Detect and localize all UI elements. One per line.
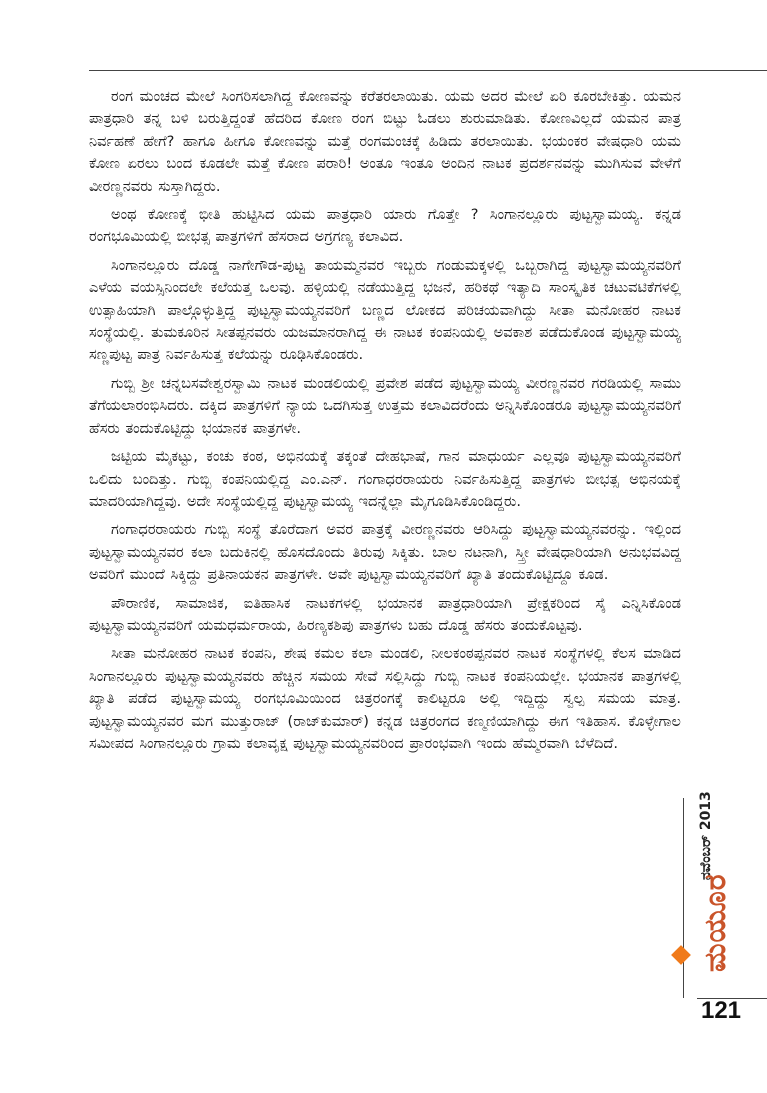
article-paragraph-7: ಪೌರಾಣಿಕ, ಸಾಮಾಜಿಕ, ಐತಿಹಾಸಿಕ ನಾಟಕಗಳಲ್ಲಿ ಭಯಾನಕ ಪಾತ್ರಧಾರಿಯಾಗಿ ಪ್ರೇಕ್ಷಕರಿಂದ ಸೈ ಎನ್ನಿಸಿಕೊಂಡ ಪುಟ್ಟಸ್ವಾಮಯ್ಯನವರಿಗೆ ಯಮಧರ್ಮರಾಯ, ಹಿರಣ್ಯಕಶಿಪು ಪಾತ್ರಗಳು ಬಹು ದೊಡ್ಡ ಹೆಸರು ತಂದುಕೊಟ್ಟವು. xyxy=(89,594,681,634)
article-paragraph-3: ಸಿಂಗಾನಲ್ಲೂರು ದೊಡ್ಡ ನಾಗೇಗೌಡ-ಪುಟ್ಟ ತಾಯಮ್ಮನವರ ಇಬ್ಬರು ಗಂಡುಮಕ್ಕಳಲ್ಲಿ ಒಬ್ಬರಾಗಿದ್ದ ಪುಟ್ಟಸ್ವಾಮಯ್ಯನವರಿಗೆ ಎಳೆಯ ವಯಸ್ಸಿನಿಂದಲೇ ಕಲೆಯತ್ತ ಒಲವು. ಹಳ್ಳಿಯಲ್ಲಿ ನಡೆಯುತ್ತಿದ್ದ ಭಜನೆ, ಹರಿಕಥೆ ಇತ್ಯಾದಿ ಸಾಂಸ್ಕೃತಿಕ ಚಟುವಟಿಕೆಗಳಲ್ಲಿ ಉತ್ಸಾಹಿಯಾಗಿ ಪಾಲ್ಗೊಳ್ಳುತ್ತಿದ್ದ ಪುಟ್ಟಸ್ವಾಮಯ್ಯನವರಿಗೆ ಬಣ್ಣದ ಲೋಕದ ಪರಿಚಯವಾಗಿದ್ದು ಸೀತಾ ಮನೋಹರ ನಾಟಕ ಸಂಸ್ಥೆಯಲ್ಲಿ. ತುಮಕೂರಿನ ಸೀತಪ್ಪನವರು ಯಜಮಾನರಾಗಿದ್ದ ಈ ನಾಟಕ ಕಂಪನಿಯಲ್ಲಿ ಅವಕಾಶ ಪಡೆದುಕೊಂಡ ಪುಟ್ಟಸ್ವಾಮಯ್ಯ ಸಣ್ಣಪುಟ್ಟ ಪಾತ್ರ ನಿರ್ವಹಿಸುತ್ತ ಕಲೆಯನ್ನು ರೂಢಿಸಿಕೊಂಡರು. xyxy=(89,256,681,364)
diamond-icon xyxy=(671,945,691,965)
article-body xyxy=(89,86,681,761)
page-number: 121 xyxy=(700,997,742,1024)
article-paragraph-5: ಜಟ್ಟಿಯ ಮೈಕಟ್ಟು, ಕಂಚು ಕಂಠ, ಅಭಿನಯಕ್ಕೆ ತಕ್ಕಂತೆ ದೇಹಭಾಷೆ, ಗಾನ ಮಾಧುರ್ಯ ಎಲ್ಲವೂ ಪುಟ್ಟಸ್ವಾಮಯ್ಯನವರಿಗೆ ಒಲಿದು ಬಂದಿತ್ತು. ಗುಬ್ಬಿ ಕಂಪನಿಯಲ್ಲಿದ್ದ ಎಂ.ಎನ್. ಗಂಗಾಧರರಾಯರು ನಿರ್ವಹಿಸುತ್ತಿದ್ದ ಪಾತ್ರಗಳು ಬೀಭತ್ಸ ಅಭಿನಯಕ್ಕೆ ಮಾದರಿಯಾಗಿದ್ದವು. ಅದೇ ಸಂಸ್ಥೆಯಲ್ಲಿದ್ದ ಪುಟ್ಟಸ್ವಾಮಯ್ಯ ಇದನ್ನೆಲ್ಲಾ ಮೈಗೂಡಿಸಿಕೊಂಡಿದ್ದರು. xyxy=(89,448,681,510)
masthead xyxy=(696,782,740,972)
article-paragraph-4: ಗುಬ್ಬಿ ಶ್ರೀ ಚನ್ನಬಸವೇಶ್ವರಸ್ವಾಮಿ ನಾಟಕ ಮಂಡಲಿಯಲ್ಲಿ ಪ್ರವೇಶ ಪಡೆದ ಪುಟ್ಟಸ್ವಾಮಯ್ಯ ವೀರಣ್ಣನವರ ಗರಡಿಯಲ್ಲಿ ಸಾಮು ತೆಗೆಯಲಾರಂಭಿಸಿದರು. ದಕ್ಕಿದ ಪಾತ್ರಗಳಿಗೆ ನ್ಯಾಯ ಒದಗಿಸುತ್ತ ಉತ್ತಮ ಕಲಾವಿದರೆಂದು ಅನ್ನಿಸಿಕೊಂಡರೂ ಪುಟ್ಟಸ್ವಾಮಯ್ಯನವರಿಗೆ ಹೆಸರು ತಂದುಕೊಟ್ಟಿದ್ದು ಭಯಾನಕ ಪಾತ್ರಗಳೇ. xyxy=(89,374,681,437)
article-paragraph-6: ಗಂಗಾಧರರಾಯರು ಗುಬ್ಬಿ ಸಂಸ್ಥೆ ತೊರೆದಾಗ ಅವರ ಪಾತ್ರಕ್ಕೆ ವೀರಣ್ಣನವರು ಆರಿಸಿದ್ದು ಪುಟ್ಟಸ್ವಾಮಯ್ಯನವರನ್ನು. ಇಲ್ಲಿಂದ ಪುಟ್ಟಸ್ವಾಮಯ್ಯನವರ ಕಲಾ ಬದುಕಿನಲ್ಲಿ ಹೊಸದೊಂದು ತಿರುವು ಸಿಕ್ಕಿತು. ಬಾಲ ನಟನಾಗಿ, ಸ್ತ್ರೀ ವೇಷಧಾರಿಯಾಗಿ ಅನುಭವವಿದ್ದ ಅವರಿಗೆ ಮುಂದೆ ಸಿಕ್ಕಿದ್ದು ಪ್ರತಿನಾಯಕನ ಪಾತ್ರಗಳೇ. ಅವೇ ಪುಟ್ಟಸ್ವಾಮಯ್ಯನವರಿಗೆ ಖ್ಯಾತಿ ತಂದುಕೊಟ್ಟಿದ್ದೂ ಕೂಡ. xyxy=(89,521,681,584)
article-paragraph-8: ಸೀತಾ ಮನೋಹರ ನಾಟಕ ಕಂಪನಿ, ಶೇಷ ಕಮಲ ಕಲಾ ಮಂಡಲಿ, ನೀಲಕಂಠಪ್ಪನವರ ನಾಟಕ ಸಂಸ್ಥೆಗಳಲ್ಲಿ ಕೆಲಸ ಮಾಡಿದ ಸಿಂಗಾನಲ್ಲೂರು ಪುಟ್ಟಸ್ವಾಮಯ್ಯನವರು ಹೆಚ್ಚಿನ ಸಮಯ ಸೇವೆ ಸಲ್ಲಿಸಿದ್ದು ಗುಬ್ಬಿ ನಾಟಕ ಕಂಪನಿಯಲ್ಲೇ. ಭಯಾನಕ ಪಾತ್ರಗಳಲ್ಲಿ ಖ್ಯಾತಿ ಪಡೆದ ಪುಟ್ಟಸ್ವಾಮಯ್ಯ ರಂಗಭೂಮಿಯಿಂದ ಚಿತ್ರರಂಗಕ್ಕೆ ಕಾಲಿಟ್ಟರೂ ಅಲ್ಲಿ ಇದ್ದಿದ್ದು ಸ್ವಲ್ಪ ಸಮಯ ಮಾತ್ರ. ಪುಟ್ಟಸ್ವಾಮಯ್ಯನವರ ಮಗ ಮುತ್ತುರಾಜ್ (ರಾಜ್‌ಕುಮಾರ್) ಕನ್ನಡ ಚಿತ್ರರಂಗದ ಕಣ್ಮಣಿಯಾಗಿದ್ದು ಈಗ ಇತಿಹಾಸ. ಕೊಳ್ಳೇಗಾಲ ಸಮೀಪದ ಸಿಂಗಾನಲ್ಲೂರು ಗ್ರಾಮ ಕಲಾವೃಕ್ಷ ಪುಟ್ಟಸ್ವಾಮಯ್ಯನವರಿಂದ ಪ್ರಾರಂಭವಾಗಿ ಇಂದು ಹೆಮ್ಮರವಾಗಿ ಬೆಳೆದಿದೆ. xyxy=(89,645,681,752)
side-rule xyxy=(683,798,684,998)
top-rule xyxy=(89,70,767,71)
article-paragraph-1: ರಂಗ ಮಂಚದ ಮೇಲೆ ಸಿಂಗರಿಸಲಾಗಿದ್ದ ಕೋಣವನ್ನು ಕರೆತರಲಾಯಿತು. ಯಮ ಅದರ ಮೇಲೆ ಏರಿ ಕೂರಬೇಕಿತ್ತು. ಯಮನ ಪಾತ್ರಧಾರಿ ತನ್ನ ಬಳಿ ಬರುತ್ತಿದ್ದಂತೆ ಹೆದರಿದ ಕೋಣ ರಂಗ ಬಿಟ್ಟು ಓಡಲು ಶುರುಮಾಡಿತು. ಕೋಣವಿಲ್ಲದೆ ಯಮನ ಪಾತ್ರ ನಿರ್ವಹಣೆ ಹೇಗೆ? ಹಾಗೂ ಹೀಗೂ ಕೋಣವನ್ನು ಮತ್ತೆ ರಂಗಮಂಚಕ್ಕೆ ಹಿಡಿದು ತರಲಾಯಿತು. ಭಯಂಕರ ವೇಷಧಾರಿ ಯಮ ಕೋಣ ಏರಲು ಬಂದ ಕೂಡಲೇ ಮತ್ತೆ ಕೋಣ ಪರಾರಿ! ಅಂತೂ ಇಂತೂ ಅಂದಿನ ನಾಟಕ ಪ್ರದರ್ಶನವನ್ನು ಮುಗಿಸುವ ವೇಳೆಗೆ ವೀರಣ್ಣನವರು ಸುಸ್ತಾಗಿದ್ದರು. xyxy=(89,88,681,195)
article-paragraph-2: ಅಂಥ ಕೋಣಕ್ಕೆ ಭೀತಿ ಹುಟ್ಟಿಸಿದ ಯಮ ಪಾತ್ರಧಾರಿ ಯಾರು ಗೊತ್ತೇ ? ಸಿಂಗಾನಲ್ಲೂರು ಪುಟ್ಟಸ್ವಾಮಯ್ಯ. ಕನ್ನಡ ರಂಗಭೂಮಿಯಲ್ಲಿ ಬೀಭತ್ಸ ಪಾತ್ರಗಳಿಗೆ ಹೆಸರಾದ ಅಗ್ರಗಣ್ಯ ಕಲಾವಿದ. xyxy=(89,206,681,246)
issue-date: ನವೆಂಬರ್ 2013 xyxy=(698,791,714,880)
magazine-logo: ಮಯೂರ xyxy=(698,873,733,972)
